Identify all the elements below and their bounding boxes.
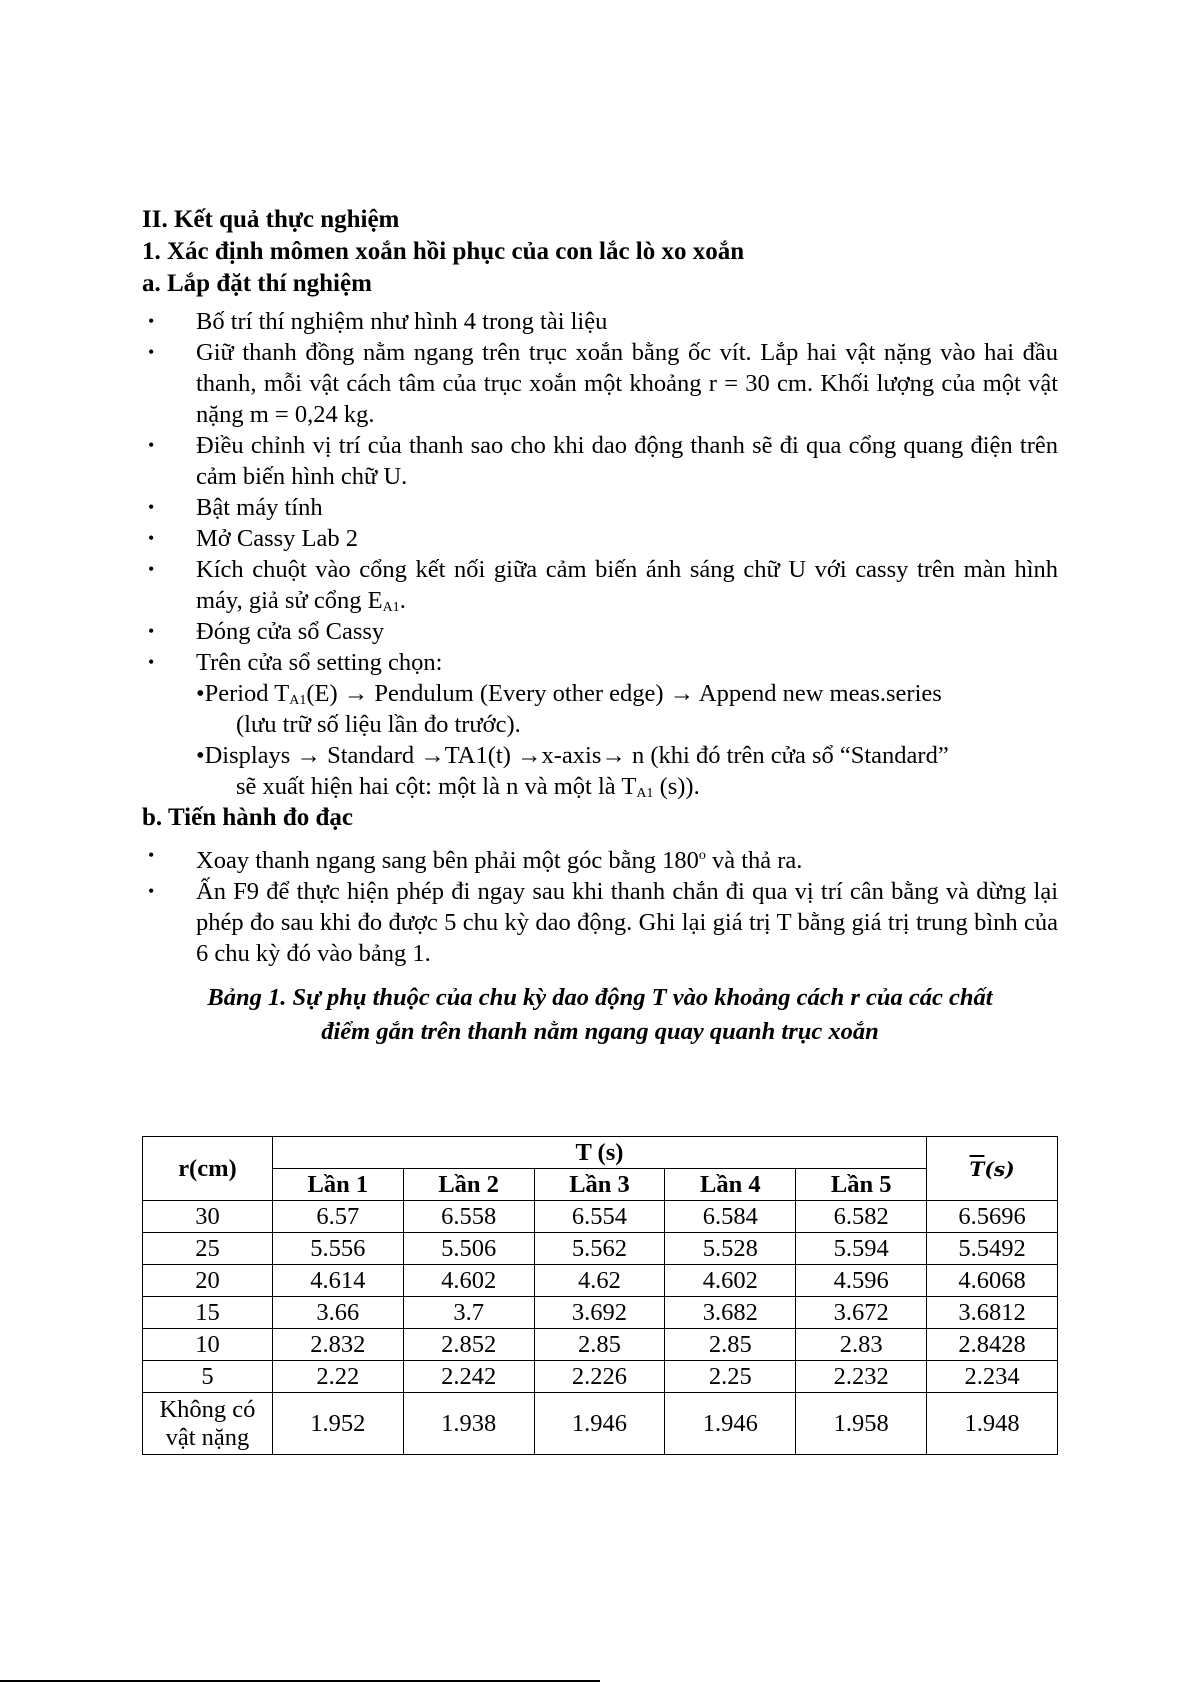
bullet-icon: • bbox=[148, 435, 155, 455]
table-cell: 5.556 bbox=[272, 1233, 403, 1265]
list-item: • Điều chỉnh vị trí của thanh sao cho khi dao động thanh sẽ đi qua cổng quang điện trên cảm biến hình chữ U. bbox=[148, 432, 1058, 490]
table-row bbox=[143, 1393, 1058, 1455]
table-cell: 3.692 bbox=[534, 1297, 665, 1329]
list-item: • Bố trí thí nghiệm như hình 4 trong tài liệu bbox=[148, 308, 608, 335]
table-cell: 3.66 bbox=[272, 1297, 403, 1329]
table-cell: 4.602 bbox=[403, 1265, 534, 1297]
table-cell: 6.554 bbox=[534, 1201, 665, 1233]
table-cell: 2.25 bbox=[665, 1361, 796, 1393]
bullet-icon: • bbox=[148, 845, 155, 865]
list-item: • Bật máy tính bbox=[148, 494, 323, 521]
col-header-run: Lần 2 bbox=[403, 1169, 534, 1201]
bullet-icon: • bbox=[148, 528, 155, 548]
list-item: • Trên cửa sổ setting chọn: bbox=[148, 649, 443, 676]
col-header-run: Lần 1 bbox=[272, 1169, 403, 1201]
table-cell: 2.8428 bbox=[927, 1329, 1058, 1361]
col-header-run: Lần 5 bbox=[796, 1169, 927, 1201]
table-cell: 4.602 bbox=[665, 1265, 796, 1297]
col-header-mean: $\overline{T}(s)$ bbox=[927, 1137, 1058, 1201]
bullet-icon: • bbox=[148, 621, 155, 641]
list-item: • Ấn F9 để thực hiện phép đi ngay sau khi thanh chắn đi qua vị trí cân bằng và dừng lại phép đo sau khi đo được 5 chu kỳ dao động. Ghi lại giá trị T bằng giá trị trung bình của 6 chu kỳ đó vào bảng 1. bbox=[148, 878, 1058, 968]
table-row bbox=[143, 1329, 1058, 1361]
table-cell: 5.562 bbox=[534, 1233, 665, 1265]
table-cell: 5.506 bbox=[403, 1233, 534, 1265]
table-cell: 5.5492 bbox=[927, 1233, 1058, 1265]
table-cell: 1.952 bbox=[272, 1393, 403, 1455]
settings-sub-list bbox=[142, 678, 1058, 802]
bullet-icon: • bbox=[148, 559, 155, 579]
table-cell: 6.584 bbox=[665, 1201, 796, 1233]
list-item: • Đóng cửa sổ Cassy bbox=[148, 618, 385, 645]
table-cell: 2.226 bbox=[534, 1361, 665, 1393]
list-item: • Mở Cassy Lab 2 bbox=[148, 525, 358, 552]
bullet-icon: • bbox=[148, 311, 155, 331]
section-heading-setup: a. Lắp đặt thí nghiệm bbox=[142, 270, 372, 297]
table-cell: 1.946 bbox=[665, 1393, 796, 1455]
table-cell: 1.958 bbox=[796, 1393, 927, 1455]
section-heading-results: II. Kết quả thực nghiệm bbox=[142, 206, 400, 233]
sub-item-displays: •Displays → Standard →TA1(t) →x-axis→ n (khi đó trên cửa sổ “Standard” sẽ xuất hiện hai cột: một là n và một là $T_{A1}$ (s)). bbox=[196, 742, 949, 801]
table-cell: 6.5696 bbox=[927, 1201, 1058, 1233]
bullet-icon: • bbox=[148, 342, 155, 362]
table-cell: 2.242 bbox=[403, 1361, 534, 1393]
table-cell: 6.582 bbox=[796, 1201, 927, 1233]
table-cell: 5.528 bbox=[665, 1233, 796, 1265]
table-cell: 30 bbox=[143, 1201, 273, 1233]
table-cell: 4.6068 bbox=[927, 1265, 1058, 1297]
table-cell: 6.558 bbox=[403, 1201, 534, 1233]
sub-item-period: •Period $T_{A1}(E)$ → Pendulum (Every other edge) → Append new meas.series (lưu trữ số liệu lần đo trước). bbox=[196, 680, 942, 738]
period-table bbox=[142, 1136, 1058, 1455]
footer-rule bbox=[0, 1680, 600, 1682]
measurement-list bbox=[142, 840, 1058, 969]
setup-list bbox=[142, 306, 1058, 678]
col-header-r: r(cm) bbox=[143, 1137, 273, 1201]
table-cell: 2.234 bbox=[927, 1361, 1058, 1393]
table-cell: 2.85 bbox=[534, 1329, 665, 1361]
table-cell: 2.232 bbox=[796, 1361, 927, 1393]
table-cell: 1.946 bbox=[534, 1393, 665, 1455]
table-cell: 2.22 bbox=[272, 1361, 403, 1393]
table-cell: Không có vật nặng bbox=[143, 1393, 273, 1455]
table-cell: 3.672 bbox=[796, 1297, 927, 1329]
table-cell: 3.682 bbox=[665, 1297, 796, 1329]
table-cell: 4.614 bbox=[272, 1265, 403, 1297]
table-row bbox=[143, 1201, 1058, 1233]
table-row bbox=[143, 1361, 1058, 1393]
section-heading-torque: 1. Xác định mômen xoắn hồi phục của con lắc lò xo xoắn bbox=[142, 238, 745, 265]
table-cell: 1.948 bbox=[927, 1393, 1058, 1455]
list-item: • Kích chuột vào cổng kết nối giữa cảm biến ánh sáng chữ U với cassy trên màn hình máy, giả sử cổng $E_{A1}$. bbox=[148, 556, 1058, 615]
table-caption: Bảng 1. Sự phụ thuộc của chu kỳ dao động T vào khoảng cách r của các chất điểm gắn trên thanh nằm ngang quay quanh trục xoắn bbox=[207, 984, 993, 1046]
table-row bbox=[143, 1233, 1058, 1265]
table-row bbox=[143, 1265, 1058, 1297]
table-cell: 2.83 bbox=[796, 1329, 927, 1361]
table-cell: 1.938 bbox=[403, 1393, 534, 1455]
table-cell: 6.57 bbox=[272, 1201, 403, 1233]
table-cell: 2.852 bbox=[403, 1329, 534, 1361]
bullet-icon: • bbox=[148, 881, 155, 902]
col-header-run: Lần 4 bbox=[665, 1169, 796, 1201]
table-cell: 3.7 bbox=[403, 1297, 534, 1329]
bullet-icon: • bbox=[148, 652, 155, 672]
table-cell: 4.62 bbox=[534, 1265, 665, 1297]
table-cell: 3.6812 bbox=[927, 1297, 1058, 1329]
table-cell: 2.85 bbox=[665, 1329, 796, 1361]
table-cell: 5 bbox=[143, 1361, 273, 1393]
table-cell: 15 bbox=[143, 1297, 273, 1329]
list-item: • Xoay thanh ngang sang bên phải một góc bằng 180$^o$ và thả ra. bbox=[142, 840, 1058, 876]
table-cell: 10 bbox=[143, 1329, 273, 1361]
table-cell: 2.832 bbox=[272, 1329, 403, 1361]
col-header-t: T (s) bbox=[272, 1137, 926, 1169]
table-cell: 25 bbox=[143, 1233, 273, 1265]
bullet-icon: • bbox=[148, 497, 155, 517]
section-heading-measurement: b. Tiến hành đo đạc bbox=[142, 804, 353, 831]
list-item: • Giữ thanh đồng nằm ngang trên trục xoắn bằng ốc vít. Lắp hai vật nặng vào hai đầu thanh, mỗi vật cách tâm của trục xoắn một khoảng r = 30 cm. Khối lượng của một vật nặng m = 0,24 kg. bbox=[148, 339, 1058, 428]
document-body bbox=[142, 204, 1058, 1049]
col-header-run: Lần 3 bbox=[534, 1169, 665, 1201]
table-cell: 4.596 bbox=[796, 1265, 927, 1297]
table-row bbox=[143, 1297, 1058, 1329]
table-cell: 20 bbox=[143, 1265, 273, 1297]
table-cell: 5.594 bbox=[796, 1233, 927, 1265]
